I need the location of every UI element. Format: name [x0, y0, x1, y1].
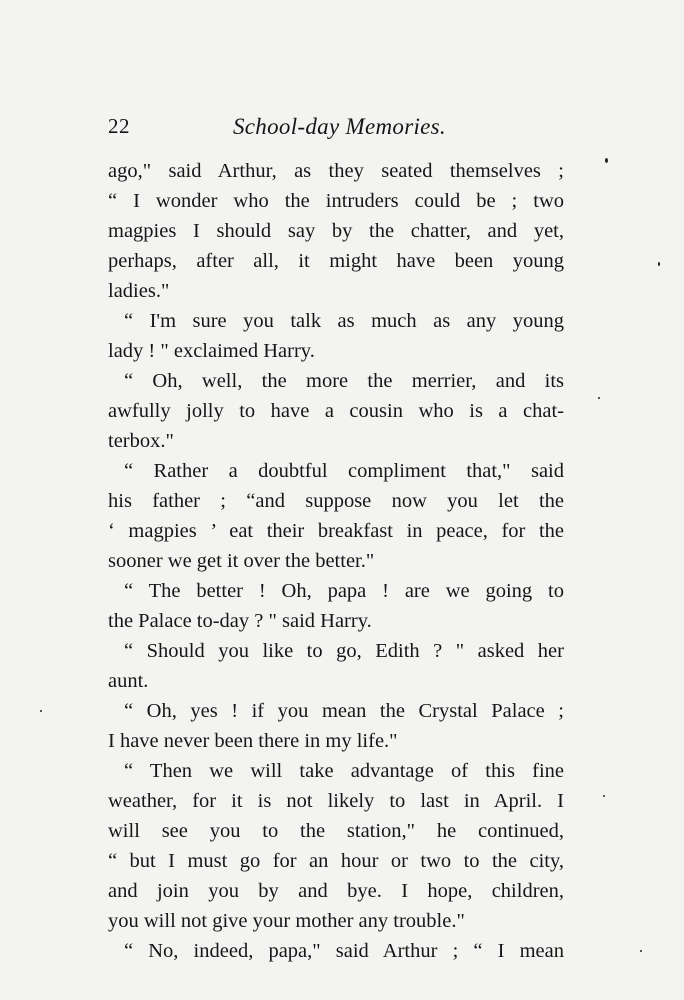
ink-speck: [40, 710, 42, 712]
text-line: aunt.: [108, 670, 149, 692]
text-line: magpies I should say by the chatter, and yet,: [108, 220, 564, 242]
text-line: “ Oh, well, the more the merrier, and its: [124, 370, 564, 392]
text-line: awfully jolly to have a cousin who is a chat-: [108, 400, 564, 422]
running-title: School-day Memories.: [233, 114, 446, 139]
text-line: “ Should you like to go, Edith ? " asked her: [124, 640, 564, 662]
text-line: ladies.": [108, 280, 170, 302]
text-line: “ No, indeed, papa," said Arthur ; “ I mean: [124, 940, 564, 962]
text-line: sooner we get it over the better.": [108, 550, 375, 572]
page-header: [108, 114, 568, 144]
ink-speck: [605, 158, 608, 163]
text-line: terbox.": [108, 430, 174, 452]
text-line: “ I wonder who the intruders could be ; two: [108, 190, 564, 212]
text-line: ‘ magpies ’ eat their breakfast in peace, for the: [108, 520, 564, 542]
text-line: the Palace to-day ? " said Harry.: [108, 610, 372, 632]
ink-speck: [598, 397, 600, 399]
text-line: lady ! " exclaimed Harry.: [108, 340, 315, 362]
text-line: you will not give your mother any trouble.": [108, 910, 465, 932]
text-line: ago," said Arthur, as they seated themselves ;: [108, 160, 564, 182]
text-line: “ I'm sure you talk as much as any young: [124, 310, 564, 332]
text-line: will see you to the station," he continued,: [108, 820, 564, 842]
text-line: and join you by and bye. I hope, children,: [108, 880, 564, 902]
text-line: perhaps, after all, it might have been young: [108, 250, 564, 272]
ink-speck: [640, 950, 642, 952]
text-line: “ Rather a doubtful compliment that," said: [124, 460, 564, 482]
text-line: his father ; “and suppose now you let the: [108, 490, 564, 512]
text-line: “ but I must go for an hour or two to the city,: [108, 850, 564, 872]
text-line: “ The better ! Oh, papa ! are we going to: [124, 580, 564, 602]
ink-speck: [658, 262, 660, 266]
text-line: “ Oh, yes ! if you mean the Crystal Palace ;: [124, 700, 564, 722]
text-line: weather, for it is not likely to last in April. I: [108, 790, 564, 812]
body-text: [108, 156, 564, 966]
text-line: “ Then we will take advantage of this fine: [124, 760, 564, 782]
ink-speck: [603, 795, 605, 797]
text-line: I have never been there in my life.": [108, 730, 398, 752]
page-number: 22: [108, 114, 130, 138]
